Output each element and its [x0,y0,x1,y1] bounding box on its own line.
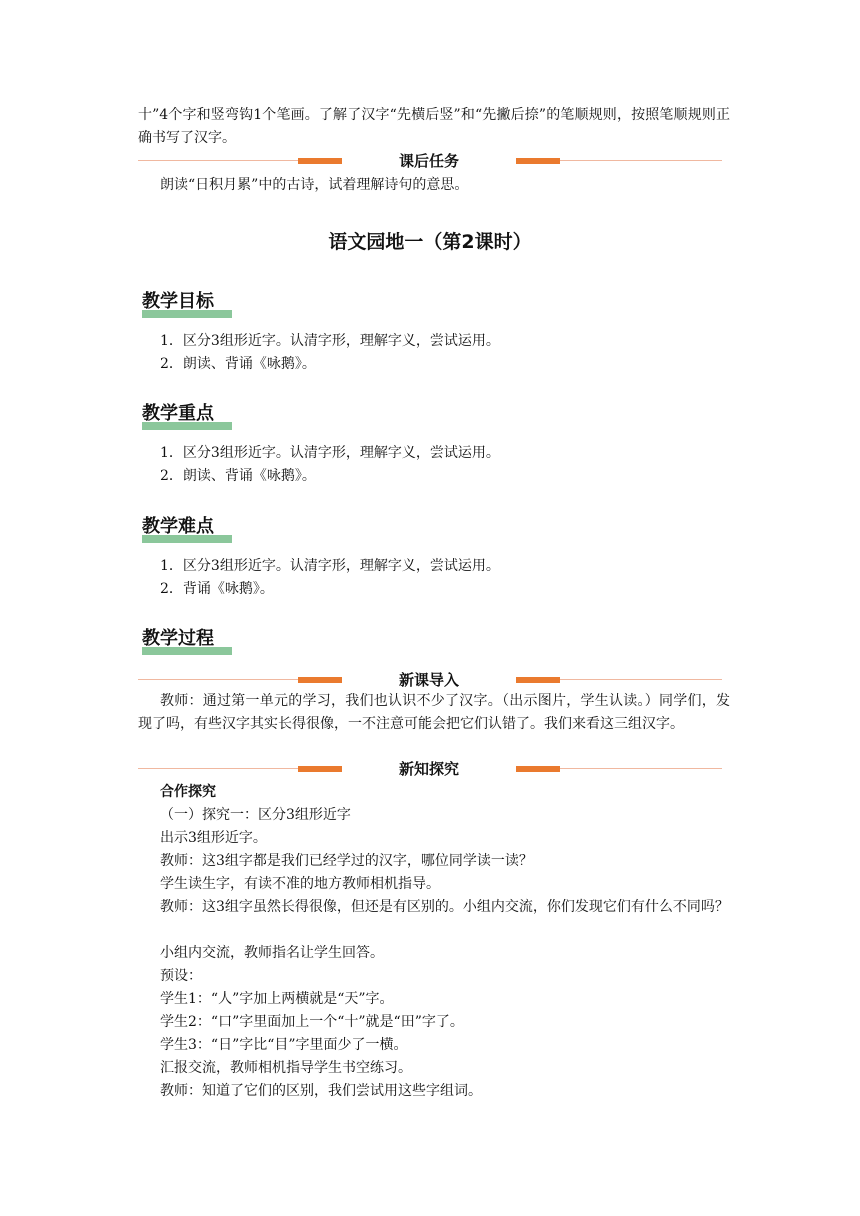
goals-item-1: 1．区分3组形近字。认清字形，理解字义，尝试运用。 [160,333,500,349]
intro-text: 教师：通过第一单元的学习，我们也认识不少了汉字。（出示图片，学生认读。）同学们，发现了吗，有些汉字其实长得很像，一不注意可能会把它们认错了。我们来看这三组汉字。 [138,693,730,732]
divider-line-left [138,768,298,769]
explore-line: 学生读生字，有读不准的地方教师相机指导。 [160,876,440,892]
explore-sub-heading: 合作探究 [160,784,216,800]
explore-line: 教师：这3组字都是我们已经学过的汉字，哪位同学读一读？ [160,853,533,869]
explore-line: 预设： [160,968,202,984]
divider-line-left [138,160,298,161]
explore-line: 教师：知道了它们的区别，我们尝试用这些字组词。 [160,1083,482,1099]
heading-goals-text: 教学目标 [142,291,214,312]
explore-line: 学生1：“人”字加上两横就是“天”字。 [160,991,394,1007]
divider-accent-left [298,158,342,164]
explore-line: （一）探究一：区分3组形近字 [160,807,351,823]
divider-line-right [560,768,722,769]
divider-line-right [560,679,722,680]
heading-key-points-text: 教学重点 [142,403,214,424]
section-bar-homework [138,150,722,172]
divider-line-right [560,160,722,161]
section-label-homework: 课后任务 [398,152,459,170]
difficulties-item-1: 1．区分3组形近字。认清字形，理解字义，尝试运用。 [160,558,500,574]
divider-accent-left [298,766,342,772]
key-points-item-1: 1．区分3组形近字。认清字形，理解字义，尝试运用。 [160,445,500,461]
explore-line: 汇报交流，教师相机指导学生书空练习。 [160,1060,412,1076]
intro-paragraph: 十”4个字和竖弯钩1个笔画。了解了汉字“先横后竖”和“先撇后捺”的笔顺规则，按照笔顺规则正确书写了汉字。 [138,107,730,146]
section-bar-explore [138,758,722,780]
section-label-intro: 新课导入 [398,671,459,689]
heading-difficulties-text: 教学难点 [142,516,214,537]
divider-accent-left [298,677,342,683]
heading-difficulties [142,515,214,543]
section-bar-intro [138,669,722,691]
heading-process [142,627,214,655]
divider-accent-right [516,158,560,164]
section-label-explore: 新知探究 [398,760,459,778]
explore-line: 学生2：“口”字里面加上一个“十”就是“田”字了。 [160,1014,464,1030]
divider-accent-right [516,766,560,772]
heading-process-text: 教学过程 [142,628,214,649]
explore-line: 小组内交流，教师指名让学生回答。 [160,945,384,961]
explore-line: 出示3组形近字。 [160,830,267,846]
divider-line-left [138,679,298,680]
heading-key-points [142,402,214,430]
heading-goals [142,290,214,318]
explore-line: 教师：这3组字虽然长得很像，但还是有区别的。小组内交流，你们发现它们有什么不同吗？ [160,899,729,915]
divider-accent-right [516,677,560,683]
explore-line: 学生3：“日”字比“目”字里面少了一横。 [160,1037,408,1053]
key-points-item-2: 2．朗读、背诵《咏鹅》。 [160,468,316,484]
difficulties-item-2: 2．背诵《咏鹅》。 [160,581,274,597]
lesson-title: 语文园地一（第2课时） [328,231,532,253]
goals-item-2: 2．朗读、背诵《咏鹅》。 [160,356,316,372]
homework-text: 朗读“日积月累”中的古诗，试着理解诗句的意思。 [160,177,469,193]
